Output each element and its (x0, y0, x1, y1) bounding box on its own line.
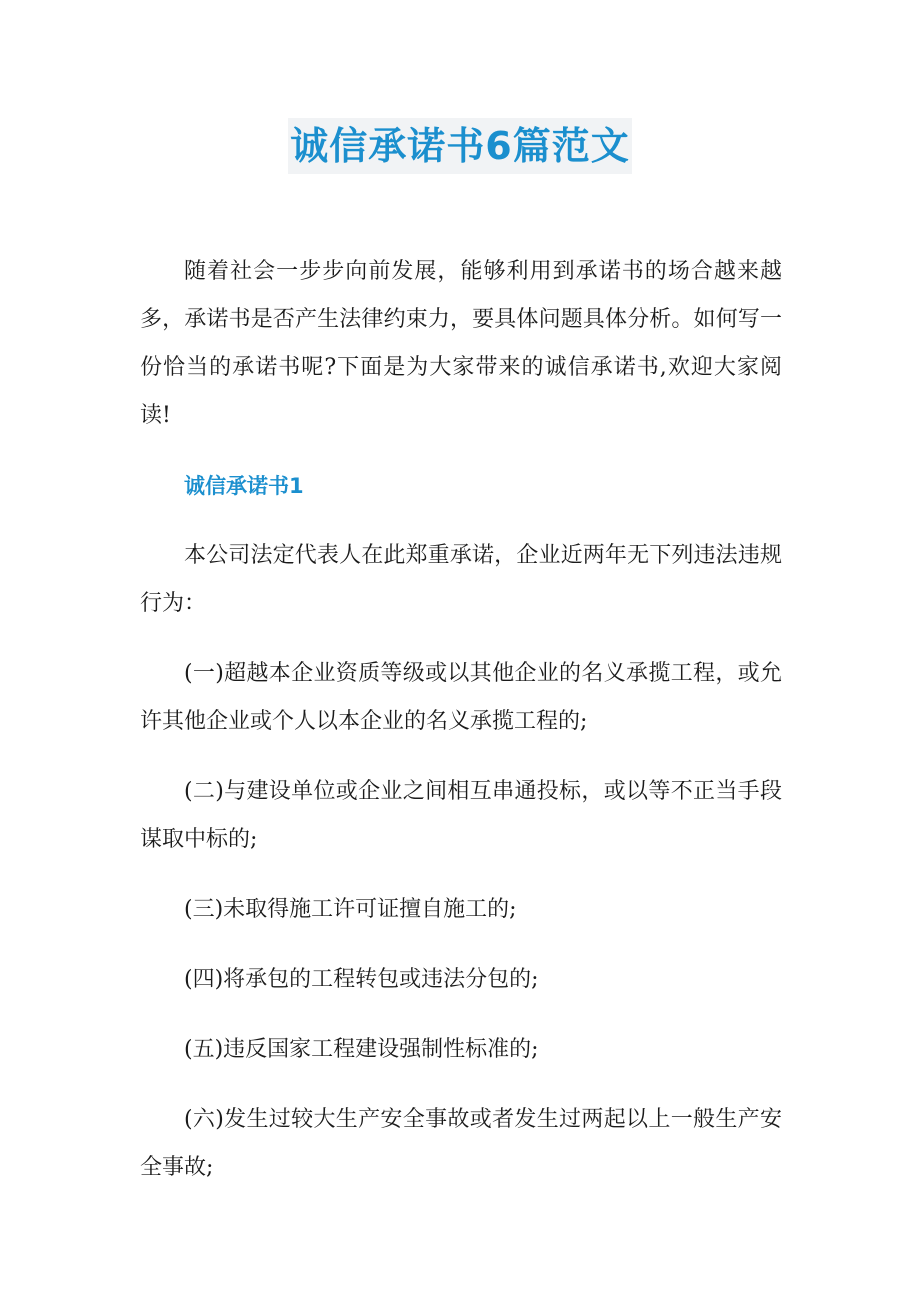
paragraph-item-5: (五)违反国家工程建设强制性标准的; (184, 1037, 539, 1062)
document-title: 诚信承诺书6篇范文 (288, 118, 631, 174)
paragraph-item-4: (四)将承包的工程转包或违法分包的; (184, 967, 539, 992)
paragraph-item-3: (三)未取得施工许可证擅自施工的; (184, 897, 517, 922)
paragraph-item-1: (一)超越本企业资质等级或以其他企业的名义承揽工程，或允许其他企业或个人以本企业的名义承揽工程的; (140, 661, 782, 734)
document-body (140, 248, 782, 1214)
intro-paragraph: 随着社会一步步向前发展，能够利用到承诺书的场合越来越多，承诺书是否产生法律约束力，要具体问题具体分析。如何写一份恰当的承诺书呢?下面是为大家带来的诚信承诺书,欢迎大家阅读! (140, 259, 782, 428)
paragraph-commitment: 本公司法定代表人在此郑重承诺，企业近两年无下列违法违规行为： (140, 543, 782, 616)
paragraph-item-6: (六)发生过较大生产安全事故或者发生过两起以上一般生产安全事故; (140, 1107, 782, 1180)
title-container (0, 118, 920, 174)
section-heading: 诚信承诺书1 (184, 474, 304, 498)
paragraph-item-2: (二)与建设单位或企业之间相互串通投标，或以等不正当手段谋取中标的; (140, 779, 782, 852)
